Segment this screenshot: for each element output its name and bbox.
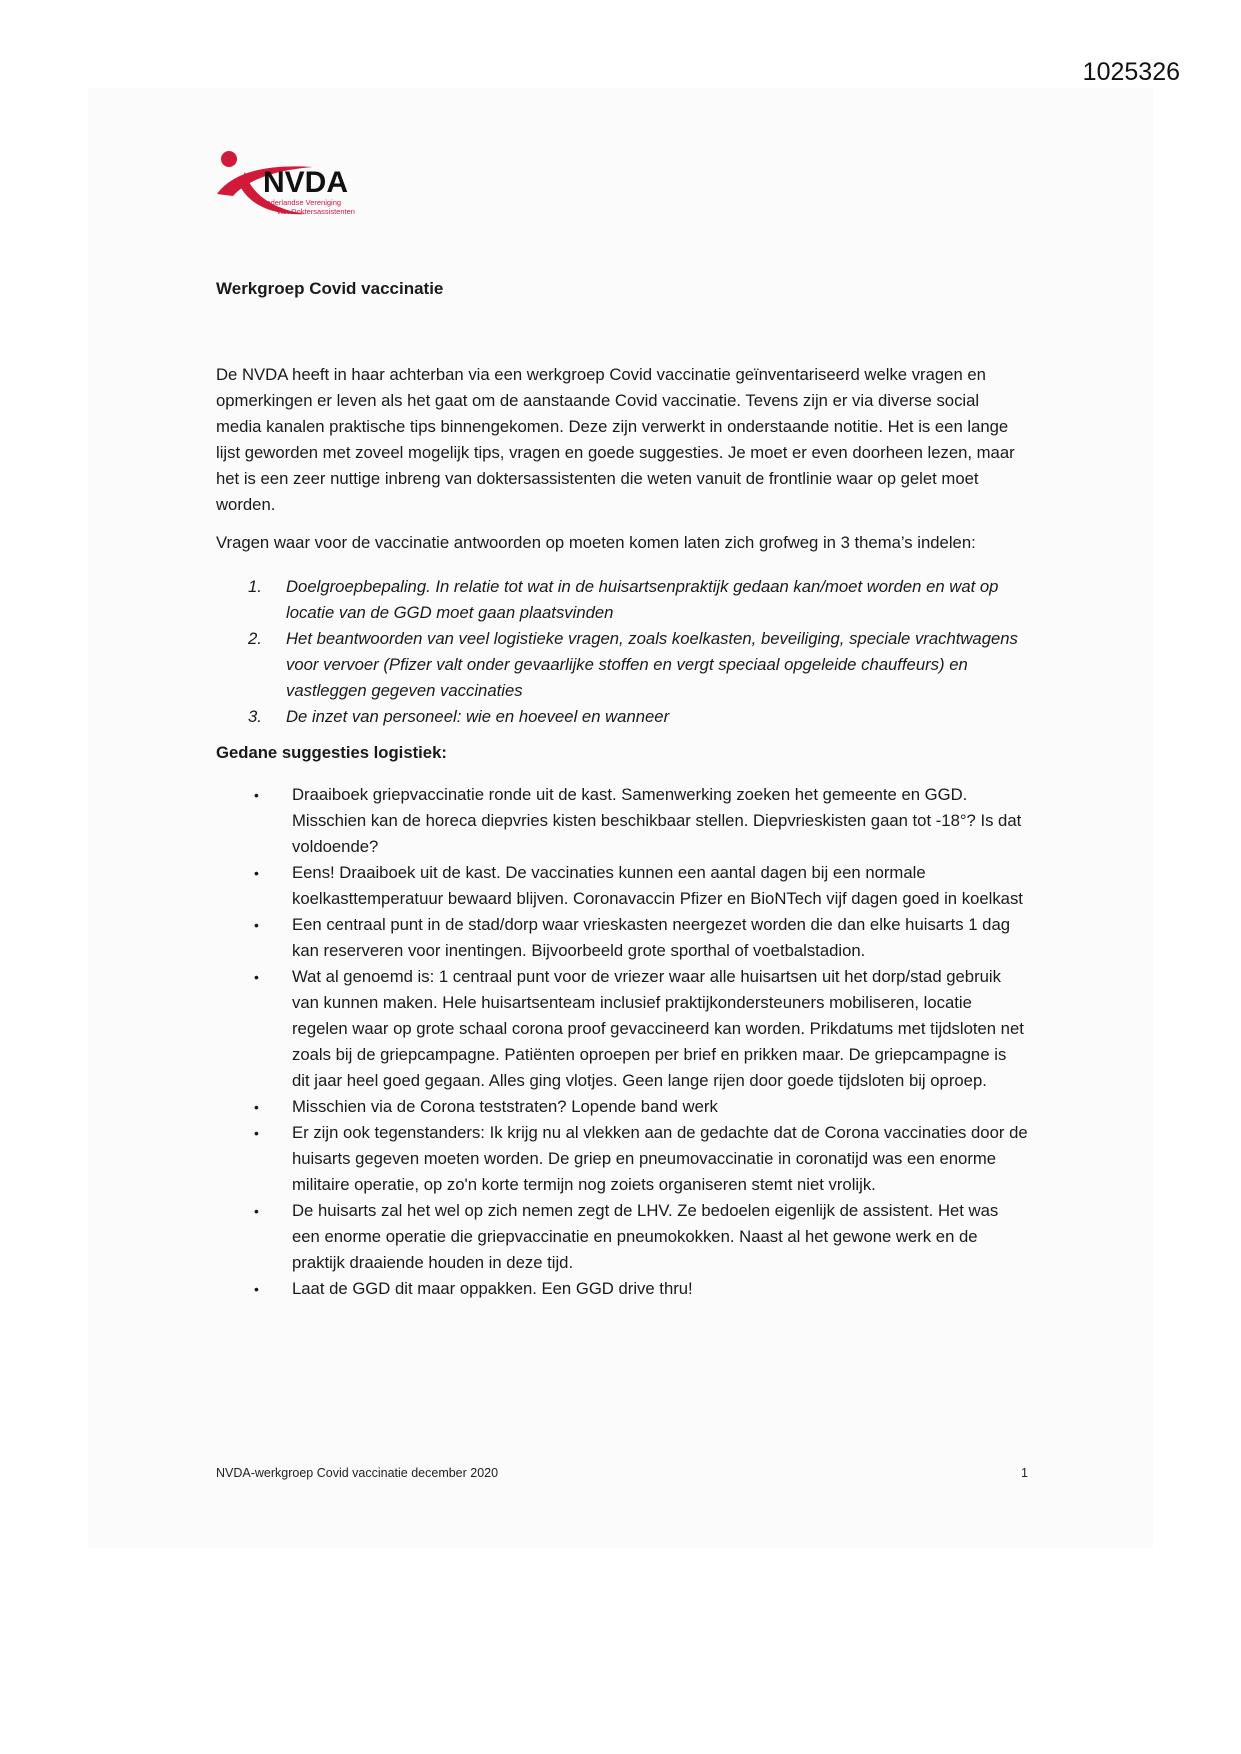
list-item: • Een centraal punt in de stad/dorp waar vrieskasten neergezet worden die dan elke huisarts 1 dag kan reserveren voor inentingen. Bijvoorbeeld grote sporthal of voetbalstadion. (254, 915, 1011, 960)
document-body (216, 270, 1028, 1302)
list-item: 1. Doelgroepbepaling. In relatie tot wat in de huisartsenpraktijk gedaan kan/moet worden en wat op locatie van de GGD moet gaan plaatsvinden (248, 577, 999, 622)
list-item: • Draaiboek griepvaccinatie ronde uit de kast. Samenwerking zoeken het gemeente en GGD. Misschien kan de horeca diepvries kisten beschikbaar stellen. Diepvrieskisten gaan tot -18°? Is dat voldoende? (254, 785, 1022, 856)
nvda-logo (215, 150, 425, 240)
svg-text:Nederlandse Vereniging: Nederlandse Vereniging (261, 198, 342, 207)
list-item: • Laat de GGD dit maar oppakken. Een GGD drive thru! (254, 1279, 693, 1298)
section-heading: Gedane suggesties logistiek: (216, 743, 447, 762)
footer-text: NVDA-werkgroep Covid vaccinatie december 2020 (216, 1466, 499, 1480)
themes-list (216, 574, 1028, 730)
list-item: 2. Het beantwoorden van veel logistieke vragen, zoals koelkasten, beveiliging, speciale vrachtwagens voor vervoer (Pfizer valt onder gevaarlijke stoffen en vergt speciaal opgeleide chauffeurs) en vastleggen gegeven vaccinaties (248, 629, 1018, 700)
list-item: • Misschien via de Corona teststraten? Lopende band werk (254, 1097, 718, 1116)
document-id: 1025326 (1082, 58, 1180, 86)
svg-text:NVDA: NVDA (263, 166, 349, 199)
list-item: • Er zijn ook tegenstanders: Ik krijg nu al vlekken aan de gedachte dat de Corona vaccinaties door de huisarts gegeven moeten worden. De griep en pneumovaccinatie in coronatijd was een enorme militaire operatie, op zo'n korte termijn nog zoiets organiseren stemt niet vrolijk. (254, 1123, 1028, 1194)
page-footer (216, 1466, 1028, 1480)
nvda-logo-graphic (215, 150, 425, 240)
page-number: 1 (1021, 1466, 1028, 1480)
list-item: • Eens! Draaiboek uit de kast. De vaccinaties kunnen een aantal dagen bij een normale koelkasttemperatuur bewaard blijven. Coronavaccin Pfizer en BioNTech vijf dagen goed in koelkast (254, 863, 1023, 908)
themes-intro-paragraph: Vragen waar voor de vaccinatie antwoorden op moeten komen laten zich grofweg in 3 thema’s indelen: (216, 533, 976, 552)
document-title: Werkgroep Covid vaccinatie (216, 279, 444, 298)
intro-paragraph: De NVDA heeft in haar achterban via een werkgroep Covid vaccinatie geïnventariseerd welke vragen en opmerkingen er leven als het gaat om de aanstaande Covid vaccinatie. Tevens zijn er via diverse social media kanalen praktische tips binnengekomen. Deze zijn verwerkt in onderstaande notitie. Het is een lange lijst geworden met zoveel mogelijk tips, vragen en goede suggesties. Je moet er even doorheen lezen, maar het is een zeer nuttige inbreng van doktersassistenten die weten vanuit de frontlinie waar op gelet moet worden. (216, 365, 1015, 514)
list-item: • Wat al genoemd is: 1 centraal punt voor de vriezer waar alle huisartsen uit het dorp/stad gebruik van kunnen maken. Hele huisartsenteam inclusief praktijkondersteuners mobiliseren, locatie regelen waar op grote schaal corona proof gevaccineerd kan worden. Prikdatums met tijdsloten net zoals bij de griepcampagne. Patiënten oproepen per brief en prikken maar. De griepcampagne is dit jaar heel goed gegaan. Alles ging vlotjes. Geen lange rijen door goede tijdsloten bij oproep. (254, 967, 1024, 1090)
suggestions-list (216, 782, 1028, 1302)
list-item: • De huisarts zal het wel op zich nemen zegt de LHV. Ze bedoelen eigenlijk de assistent. Het was een enorme operatie die griepvaccinatie en pneumokokken. Naast al het gewone werk en de praktijk draaiende houden in deze tijd. (254, 1201, 999, 1272)
list-item: 3. De inzet van personeel: wie en hoeveel en wanneer (248, 707, 670, 726)
svg-text:van Doktersassistenten: van Doktersassistenten (277, 207, 355, 216)
